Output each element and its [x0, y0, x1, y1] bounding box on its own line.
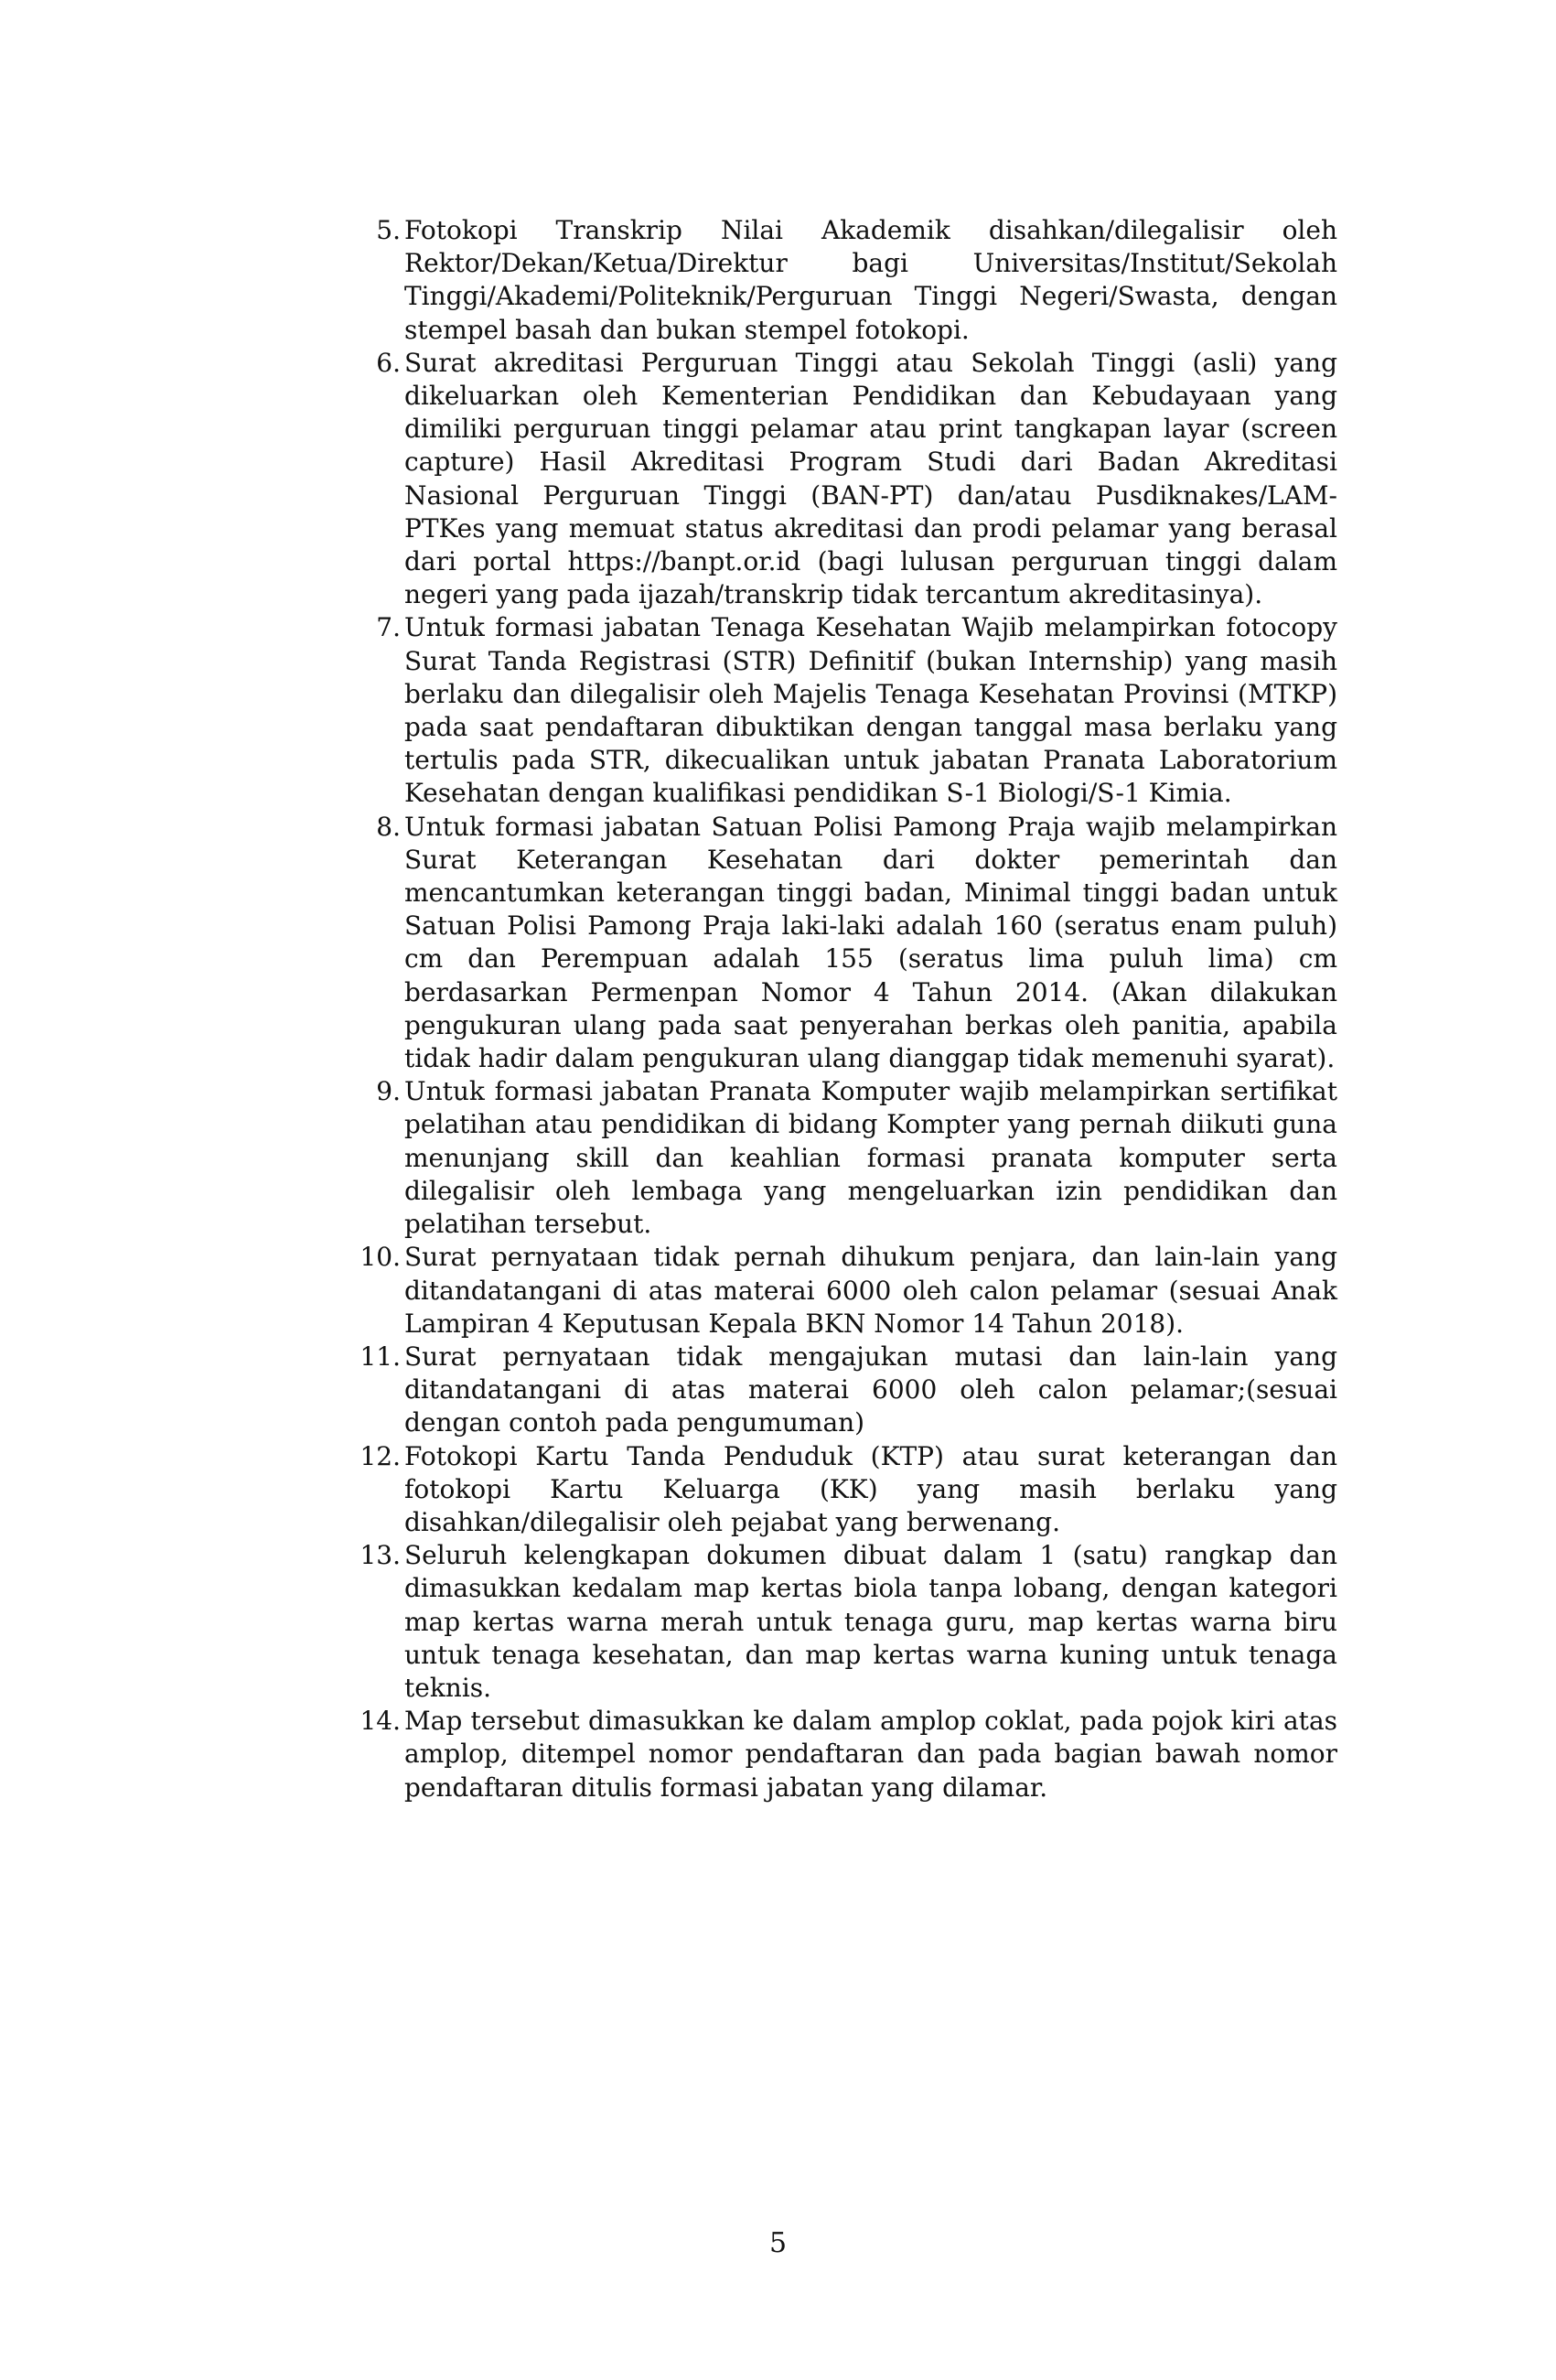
list-item-number: 12.: [359, 1440, 401, 1471]
list-item-text: Fotokopi Transkrip Nilai Akademik disahkan/dilegalisir oleh Rektor/Dekan/Ketua/Direktur bagi Universitas/Institut/Sekolah Tinggi/Akademi/Politeknik/Perguruan Tinggi Negeri/Swasta, dengan stempel basah dan bukan stempel fotokopi.: [404, 215, 1337, 345]
list-item-number: 9.: [376, 1076, 401, 1107]
list-item-text: Seluruh kelengkapan dokumen dibuat dalam 1 (satu) rangkap dan dimasukkan kedalam map kertas biola tanpa lobang, dengan kategori map kertas warna merah untuk tenaga guru, map kertas warna biru untuk tenaga kesehatan, dan map kertas warna kuning untuk tenaga teknis.: [404, 1540, 1337, 1703]
list-item-number: 8.: [376, 811, 401, 842]
requirements-list: [346, 214, 1337, 1804]
list-item-number: 11.: [359, 1341, 401, 1372]
list-item-text: Untuk formasi jabatan Tenaga Kesehatan Wajib melampirkan fotocopy Surat Tanda Registrasi (STR) Definitif (bukan Internship) yang masih berlaku dan dilegalisir oleh Majelis Tenaga Kesehatan Provinsi (MTKP) pada saat pendaftaran dibuktikan dengan tanggal masa berlaku yang tertulis pada STR, dikecualikan untuk jabatan Pranata Laboratorium Kesehatan dengan kualifikasi pendidikan S-1 Biologi/S-1 Kimia.: [404, 612, 1337, 809]
list-item: [346, 1440, 1337, 1540]
list-item-number: 7.: [376, 612, 401, 643]
list-item: [346, 611, 1337, 810]
list-item-text: Surat akreditasi Perguruan Tinggi atau Sekolah Tinggi (asli) yang dikeluarkan oleh Kementerian Pendidikan dan Kebudayaan yang dimiliki perguruan tinggi pelamar atau print tangkapan layar (screen capture) Hasil Akreditasi Program Studi dari Badan Akreditasi Nasional Perguruan Tinggi (BAN-PT) dan/atau Pusdiknakes/LAM-PTKes yang memuat status akreditasi dan prodi pelamar yang berasal dari portal https://banpt.or.id (bagi lulusan perguruan tinggi dalam negeri yang pada ijazah/transkrip tidak tercantum akreditasinya).: [404, 347, 1337, 610]
list-item: [346, 1241, 1337, 1341]
list-item: [346, 811, 1337, 1076]
list-item: [346, 347, 1337, 612]
list-item-text: Surat pernyataan tidak pernah dihukum penjara, dan lain-lain yang ditandatangani di atas materai 6000 oleh calon pelamar (sesuai Anak Lampiran 4 Keputusan Kepala BKN Nomor 14 Tahun 2018).: [404, 1242, 1337, 1339]
list-item: [346, 1075, 1337, 1241]
list-item-text: Fotokopi Kartu Tanda Penduduk (KTP) atau surat keterangan dan fotokopi Kartu Keluarga (KK) yang masih berlaku yang disahkan/dilegalisir oleh pejabat yang berwenang.: [404, 1440, 1337, 1537]
list-item: [346, 214, 1337, 347]
list-item-number: 14.: [359, 1706, 401, 1737]
list-item-number: 13.: [359, 1540, 401, 1571]
list-item-number: 5.: [376, 215, 401, 245]
list-item: [346, 1705, 1337, 1804]
list-item-text: Untuk formasi jabatan Pranata Komputer wajib melampirkan sertifikat pelatihan atau pendidikan di bidang Kompter yang pernah diikuti guna menunjang skill dan keahlian formasi pranata komputer serta dilegalisir oleh lembaga yang mengeluarkan izin pendidikan dan pelatihan tersebut.: [404, 1076, 1337, 1240]
page-number: 5: [768, 2227, 788, 2259]
list-item: [346, 1539, 1337, 1705]
list-item-text: Map tersebut dimasukkan ke dalam amplop coklat, pada pojok kiri atas amplop, ditempel nomor pendaftaran dan pada bagian bawah nomor pendaftaran ditulis formasi jabatan yang dilamar.: [404, 1706, 1337, 1803]
list-item: [346, 1341, 1337, 1440]
list-item-number: 6.: [376, 347, 401, 378]
list-item-number: 10.: [359, 1242, 401, 1273]
list-item-text: Surat pernyataan tidak mengajukan mutasi dan lain-lain yang ditandatangani di atas materai 6000 oleh calon pelamar;(sesuai dengan contoh pada pengumuman): [404, 1341, 1337, 1438]
list-item-text: Untuk formasi jabatan Satuan Polisi Pamong Praja wajib melampirkan Surat Keterangan Kesehatan dari dokter pemerintah dan mencantumkan keterangan tinggi badan, Minimal tinggi badan untuk Satuan Polisi Pamong Praja laki-laki adalah 160 (seratus enam puluh) cm dan Perempuan adalah 155 (seratus lima puluh lima) cm berdasarkan Permenpan Nomor 4 Tahun 2014. (Akan dilakukan pengukuran ulang pada saat penyerahan berkas oleh panitia, apabila tidak hadir dalam pengukuran ulang dianggap tidak memenuhi syarat).: [404, 811, 1337, 1074]
